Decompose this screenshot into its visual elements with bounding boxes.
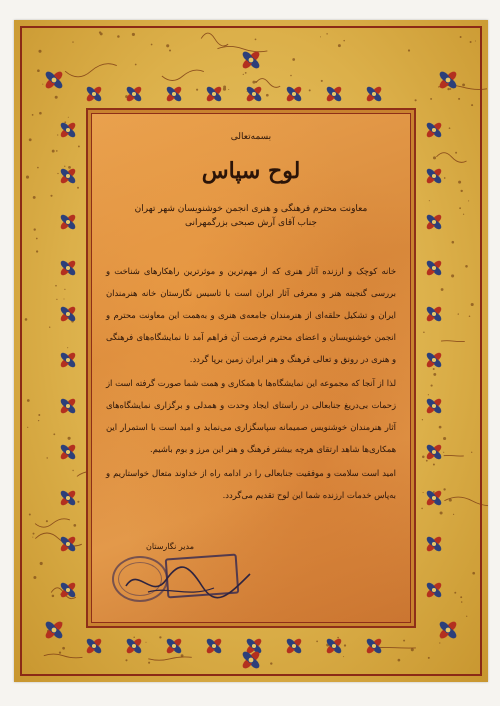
certificate [14,20,488,682]
signature-label: مدیر نگارستان [145,542,195,551]
body-paragraph-1: خانه کوچک و ارزنده آثار هنری که از مهم‌ترین و موثرترین راهکارهای شناخت و بررسی گنجینه هنر و معرفی آثار ایران است با تاسیس نگارستان خانه هنرمندان ایران و تشکیل حلقه‌ای از هنرمندان جامعه‌ی هنری و به‌همت این معاونت محترم و انجمن خوشنویسان و اعضای محترم فرصت آن فراهم آمد تا نمایشگاه‌های فرهنگی و هنری در رونق و تعالی فرهنگ و هنر ایران زمین برپا گردد. [106,266,396,364]
certificate-title: لوح سپاس [201,158,301,184]
body-text [106,260,396,506]
recipient-block [106,202,396,230]
invocation-heading: بسمه‌تعالی [230,132,272,142]
handwritten-signature [118,556,258,606]
body-paragraph-2: لذا از آنجا که مجموعه این نمایشگاه‌ها با همکاری و همت شما صورت گرفته است از زحمات بی‌دریغ جنابعالی در راستای ایجاد وحدت و همدلی و برگزاری نمایشگاه‌های آثار هنرمندان خوشنویس صمیمانه سپاسگزاری می‌نماید و امید است با استمرار این همکاری‌ها شاهد ارتقای هرچه بیشتر فرهنگ و هنر این مرز و بوم باشیم. [106,378,396,454]
recipient-line-2: جناب آقای آرش صبحی بزرگمهرانی [185,218,317,228]
body-paragraph-3: امید است سلامت و موفقیت جنابعالی را در ادامه راه از خداوند متعال خواستاریم و به‌پاس خدمات ارزنده شما این لوح تقدیم می‌گردد. [106,468,396,500]
text-panel [86,108,416,628]
recipient-line-1: معاونت محترم فرهنگی و هنری انجمن خوشنویسان شهر تهران [134,204,368,214]
